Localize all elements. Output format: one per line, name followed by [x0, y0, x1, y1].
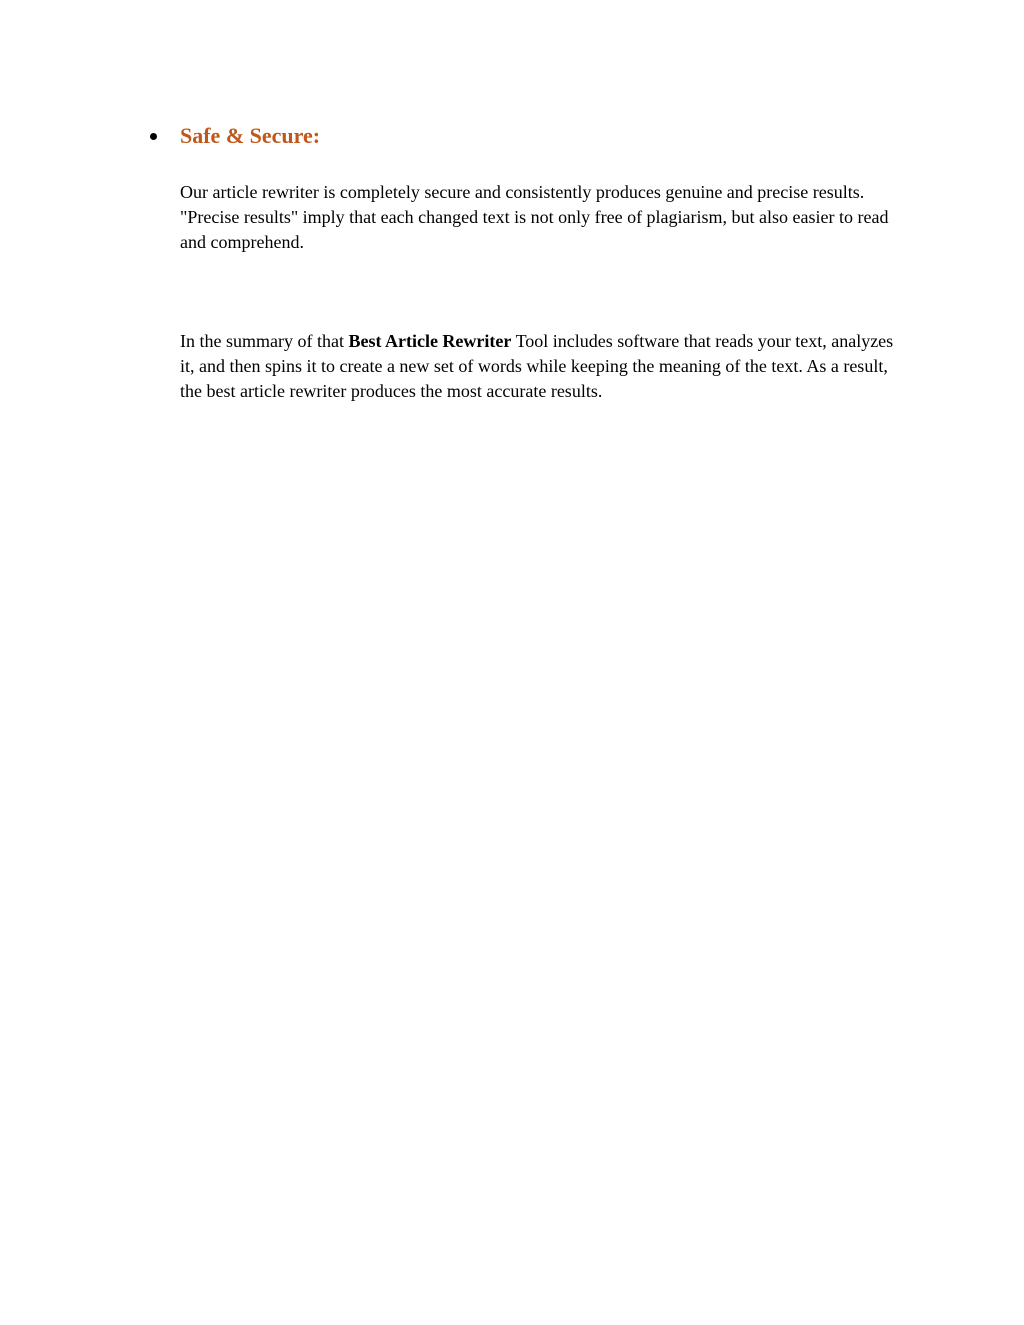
section-paragraph: Our article rewriter is completely secure and consistently produces genuine and precise results. "Precise results" imply that each changed text is not only free of plagiarism, but also easier to read and comprehend.	[180, 182, 889, 252]
bullet-dot-icon	[150, 133, 157, 140]
summary-bold-text: Best Article Rewriter	[348, 331, 512, 351]
summary-paragraph	[180, 329, 905, 404]
section-heading-row	[150, 120, 320, 152]
summary-rest-text: Tool includes software that reads your text, analyzes it, and then spins it to create a new set of words while keeping the meaning of the text. As a result, the best article rewriter produces the most accurate results.	[180, 331, 894, 401]
section-heading: Safe & Secure:	[180, 123, 321, 148]
summary-lead-text: In the summary of that	[180, 331, 349, 351]
